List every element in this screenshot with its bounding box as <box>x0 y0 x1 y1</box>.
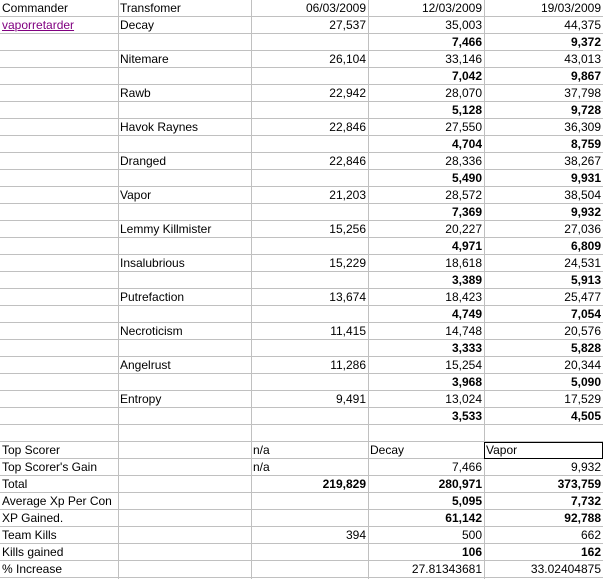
xp-date-3: 37,798 <box>564 86 601 100</box>
xp-date-2: 28,070 <box>445 86 482 100</box>
summary-col-2: 106 <box>461 545 482 559</box>
xp-date-3: 44,375 <box>564 18 601 32</box>
summary-label: Total <box>2 477 28 491</box>
xp-gain-date-2: 7,466 <box>451 35 482 49</box>
xp-date-1: 15,256 <box>329 222 366 236</box>
xp-gain-date-3: 8,759 <box>570 137 601 151</box>
xp-date-2: 20,227 <box>445 222 482 236</box>
header-transformer: Transfomer <box>120 1 181 15</box>
xp-date-2: 18,618 <box>445 256 482 270</box>
xp-date-2: 35,003 <box>445 18 482 32</box>
summary-col-2: 61,142 <box>445 511 482 525</box>
summary-col-2: 280,971 <box>438 477 482 491</box>
transformer-name: Dranged <box>120 154 167 168</box>
xp-date-3: 20,344 <box>564 358 601 372</box>
xp-gain-date-2: 7,369 <box>451 205 482 219</box>
header-date-3: 19/03/2009 <box>540 1 601 15</box>
commander-link[interactable]: vaporretarder <box>2 18 75 32</box>
xp-date-2: 27,550 <box>445 120 482 134</box>
summary-col-1 <box>251 510 368 527</box>
summary-col-3: 162 <box>580 545 601 559</box>
xp-gain-date-2: 3,389 <box>451 273 482 287</box>
selected-cell: Vapor <box>484 442 603 459</box>
summary-col-2: 5,095 <box>451 494 482 508</box>
transformer-name: Vapor <box>120 188 152 202</box>
summary-label: Kills gained <box>2 545 64 559</box>
header-commander: Commander <box>2 1 69 15</box>
xp-gain-date-3: 9,867 <box>570 69 601 83</box>
xp-date-3: 24,531 <box>564 256 601 270</box>
xp-date-3: 27,036 <box>564 222 601 236</box>
transformer-name: Angelrust <box>120 358 171 372</box>
xp-gain-date-2: 3,533 <box>451 409 482 423</box>
summary-col-2: Decay <box>370 443 405 457</box>
xp-gain-date-3: 9,932 <box>570 205 601 219</box>
xp-date-3: 38,267 <box>564 154 601 168</box>
summary-col-1: n/a <box>253 443 270 457</box>
xp-gain-date-2: 4,704 <box>451 137 482 151</box>
xp-gain-date-2: 3,968 <box>451 375 482 389</box>
header-date-1: 06/03/2009 <box>305 1 366 15</box>
xp-date-1: 15,229 <box>329 256 366 270</box>
xp-gain-date-3: 4,505 <box>570 409 601 423</box>
transformer-name: Lemmy Killmister <box>120 222 212 236</box>
xp-date-1: 22,942 <box>329 86 366 100</box>
summary-col-1: n/a <box>253 460 270 474</box>
summary-col-3: 662 <box>580 528 601 542</box>
xp-date-2: 18,423 <box>445 290 482 304</box>
xp-date-3: 17,529 <box>564 392 601 406</box>
transformer-name: Decay <box>120 18 155 32</box>
xp-gain-date-3: 9,728 <box>570 103 601 117</box>
xp-date-2: 28,572 <box>445 188 482 202</box>
xp-date-1: 9,491 <box>335 392 366 406</box>
summary-label: Top Scorer's Gain <box>2 460 97 474</box>
xp-date-3: 38,504 <box>564 188 601 202</box>
summary-label: Average Xp Per Con <box>2 494 112 508</box>
xp-date-2: 28,336 <box>445 154 482 168</box>
xp-gain-date-2: 4,749 <box>451 307 482 321</box>
summary-col-3: 7,732 <box>570 494 601 508</box>
xp-gain-date-3: 7,054 <box>570 307 601 321</box>
transformer-name: Putrefaction <box>120 290 185 304</box>
xp-gain-date-3: 9,931 <box>570 171 601 185</box>
summary-label: % Increase <box>2 562 63 576</box>
summary-col-2: 7,466 <box>451 460 482 474</box>
xp-date-2: 13,024 <box>445 392 482 406</box>
xp-gain-date-3: 5,828 <box>570 341 601 355</box>
xp-date-1: 13,674 <box>329 290 366 304</box>
xp-date-1: 21,203 <box>329 188 366 202</box>
xp-gain-date-2: 4,971 <box>451 239 482 253</box>
summary-col-1: 394 <box>345 528 366 542</box>
xp-gain-date-3: 9,372 <box>570 35 601 49</box>
xp-date-1: 27,537 <box>329 18 366 32</box>
summary-col-2: 500 <box>461 528 482 542</box>
xp-date-1: 11,415 <box>330 324 366 338</box>
xp-date-1: 26,104 <box>329 52 366 66</box>
xp-gain-date-3: 5,913 <box>570 273 601 287</box>
xp-date-1: 22,846 <box>329 120 366 134</box>
summary-col-3: 92,788 <box>564 511 601 525</box>
xp-gain-date-2: 3,333 <box>451 341 482 355</box>
summary-col-3: 33.02404875 <box>530 562 601 576</box>
transformer-name: Havok Raynes <box>120 120 199 134</box>
summary-col-3: 9,932 <box>570 460 601 474</box>
xp-gain-date-2: 5,490 <box>451 171 482 185</box>
xp-gain-date-3: 5,090 <box>570 375 601 389</box>
xp-gain-date-2: 5,128 <box>451 103 482 117</box>
xp-gain-date-2: 7,042 <box>451 69 482 83</box>
xp-date-3: 20,576 <box>564 324 601 338</box>
summary-col-3: 373,759 <box>557 477 601 491</box>
summary-col-1 <box>251 493 368 510</box>
transformer-name: Nitemare <box>120 52 169 66</box>
transformer-name: Rawb <box>120 86 151 100</box>
summary-col-1 <box>251 544 368 561</box>
xp-gain-date-3: 6,809 <box>570 239 601 253</box>
xp-date-2: 33,146 <box>445 52 482 66</box>
xp-date-1: 11,286 <box>330 358 366 372</box>
summary-label: XP Gained. <box>2 511 64 525</box>
xp-date-3: 36,309 <box>564 120 601 134</box>
summary-label: Team Kills <box>2 528 57 542</box>
xp-date-3: 43,013 <box>564 52 601 66</box>
xp-date-1: 22,846 <box>329 154 366 168</box>
summary-col-1 <box>251 561 368 578</box>
transformer-name: Necroticism <box>120 324 183 338</box>
summary-label: Top Scorer <box>2 443 61 457</box>
transformer-name: Insalubrious <box>120 256 185 270</box>
summary-col-1: 219,829 <box>322 477 366 491</box>
xp-date-2: 14,748 <box>445 324 482 338</box>
transformer-name: Entropy <box>120 392 162 406</box>
summary-col-2: 27.81343681 <box>411 562 482 576</box>
xp-date-3: 25,477 <box>564 290 601 304</box>
xp-date-2: 15,254 <box>445 358 482 372</box>
header-date-2: 12/03/2009 <box>421 1 482 15</box>
